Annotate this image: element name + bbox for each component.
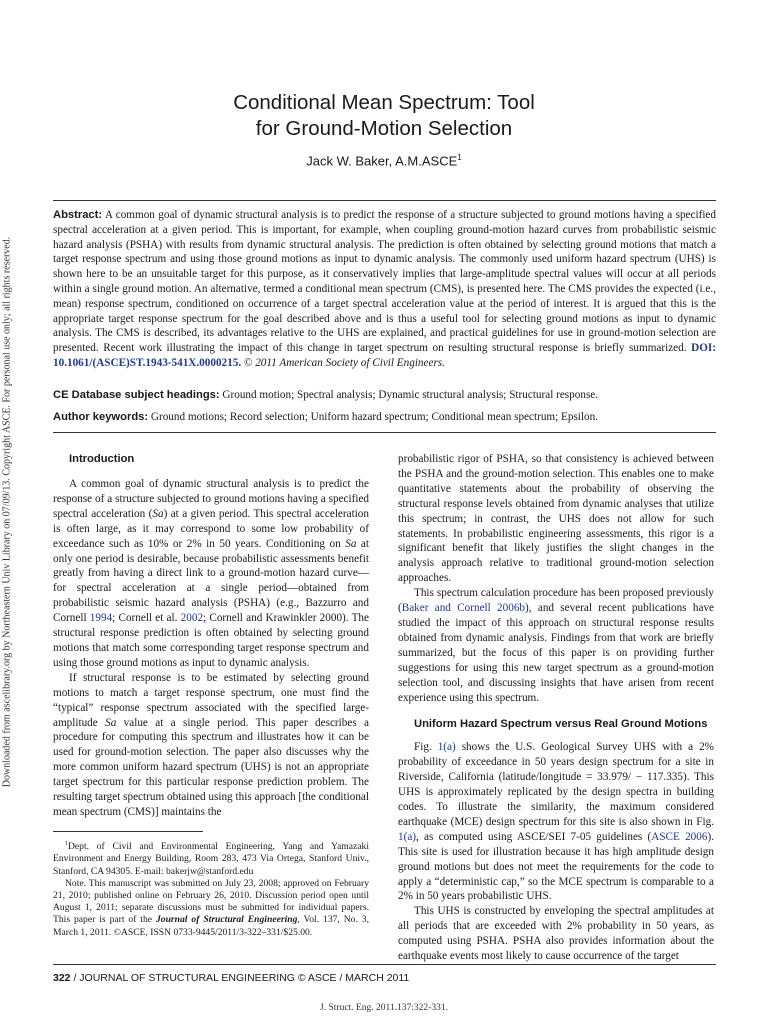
title-line-2: for Ground-Motion Selection [255,117,513,140]
footnote-affiliation: $^1$Dept. of Civil and Environmental Engineering, Yang and Yamazaki Environment and Energy Building, Room 283, 473 Via Ortega, Stanford Univ., Stanford, CA 94305. E-mail: bakerjw@stanford.edu [53,841,369,877]
ce-subject-headings-label: CE Database subject headings: [53,389,220,401]
citation-line: J. Struct. Eng. 2011.137:322-331. [320,1003,448,1013]
author-keywords [53,410,716,425]
copyright-notice: © 2011 American Society of Civil Engineers. [243,356,445,369]
section-heading-uhs: Uniform Hazard Spectrum versus Real Ground Motions [414,718,708,731]
journal-footer-text: / JOURNAL OF STRUCTURAL ENGINEERING © ASCE / MARCH 2011 [70,972,410,984]
footnote-note: Note. This manuscript was submitted on July 23, 2008; approved on February 21, 2010; published online on February 26, 2010. Discussion period open until August 1, 2011; separate discussions must be submitted for individual papers. This paper is part of the Journal of Structural Engineering, Vol. 137, No. 3, March 1, 2011. ©ASCE, ISSN 0733-9445/2011/3-322–331/$25.00. [53,877,369,938]
right-column [398,452,714,964]
fig-link-1a-second[interactable]: 1(a) [398,830,417,843]
fig-link-1a[interactable]: 1(a) [437,741,456,754]
footnote-rule [53,831,203,832]
author-line [0,153,768,168]
section-heading-introduction: Introduction [69,453,135,465]
ref-link-1994[interactable]: 1994 [89,612,113,625]
footnotes [53,838,369,939]
doi-link[interactable]: DOI: 10.1061/(ASCE)ST.1943-541X.0000215. [53,342,716,369]
ce-subject-headings [53,388,716,403]
title-line-1: Conditional Mean Spectrum: Tool [233,91,535,114]
download-notice-text: Downloaded from ascelibrary.org by Northeastern Univ Library on 07/09/13. Copyright ASCE. For personal use only; all rights reserved. [1,236,13,788]
ref-link-baker-cornell-2006b[interactable]: Baker and Cornell 2006b [401,602,526,615]
right-paragraph-4: This UHS is constructed by enveloping the spectral amplitudes at all periods that are exceeded with 2% probability in 50 years, as computed using PSHA. PSHA also provides information about the earthquake events most likely to cause occurrence of the target [398,905,714,963]
abstract-label: Abstract: [53,209,103,221]
right-paragraph-1: probabilistic rigor of PSHA, so that consistency is achieved between the PSHA and the ground-motion selection. This enables one to make quantitative statements about the probability of observing the structural response levels obtained from dynamic analyses that utilize this spectrum; in contrast, the UHS does not allow for such statements. In probabilistic engineering assessments, this rigor is a significant benefit that likely justifies the slight changes in the analysis approach relative to traditional ground-motion selection approaches. [398,453,714,585]
keywords-rule [53,432,716,433]
footer-rule [53,964,716,965]
author-keywords-text: Ground motions; Record selection; Uniform hazard spectrum; Conditional mean spectrum; Epsilon. [150,411,599,423]
left-column [53,452,369,820]
page-number: 322 [53,972,71,984]
intro-paragraph-2: If structural response is to be estimated by selecting ground motions to match a target response spectrum, one must find the “typical” response spectrum associated with the specified large-amplitude Sa value at a single period. This paper describes a procedure for computing this spectrum and illustrates how it can be used for ground-motion selection. The paper also discusses why the more common uniform hazard spectrum (UHS) is not an appropriate target spectrum for this particular response prediction problem. The resulting target spectrum obtained using this approach [the conditional mean spectrum (CMS)] maintains the [53,671,369,818]
page-footer [53,972,409,984]
intro-paragraph-1: A common goal of dynamic structural analysis is to predict the response of a structure subjected to ground motions having a specified spectral acceleration (Sa) at a given period. This spectral acceleration is often large, as it may correspond to some low probability of exceedance such as 10% or 2% in 50 years. Conditioning on Sa at only one period is desirable, because probabilistic assessments benefit greatly from having a direct link to a ground-motion hazard curve—for spectral acceleration at a single period—obtained from probabilistic seismic hazard analysis (PSHA) (e.g., Bazzurro and Cornell 1994; Cornell et al. 2002; Cornell and Krawinkler 2000). The structural response prediction is often obtained by selecting ground motions that match some corresponding target response spectrum and using those ground motions as input to dynamic analysis. [53,478,370,669]
right-paragraph-3: Fig. 1(a) shows the U.S. Geological Survey UHS with a 2% probability of exceedance in 50 years design spectrum for a site in Riverside, California (latitude/longitude = 33.979/ − 117.335). This UHS is approximately replicated by the design spectra in building codes. To illustrate the similarity, the maximum considered earthquake (MCE) design spectrum for this site is also shown in Fig. 1(a), as computed using ASCE/SEI 7-05 guidelines (ASCE 2006). This site is used for illustration because it has high amplitude design ground motions but does not meet the requirements for the code to apply a “deterministic cap,” so the MCE spectrum is comparable to a 2% in 50 years probabilistic UHS. [398,741,714,903]
ce-subject-headings-text: Ground motion; Spectral analysis; Dynamic structural analysis; Structural response. [222,389,599,401]
ref-link-2002[interactable]: 2002 [180,612,204,625]
author-name: Jack W. Baker, A.M.ASCE [306,153,458,169]
paper-title [0,90,768,142]
top-rule [53,200,716,201]
abstract-text: A common goal of dynamic structural analysis is to predict the response of a structure subjected to ground motions having a specified spectral acceleration at a given period. This is important, for example, when coupling ground-motion hazard curves from probabilistic seismic hazard analysis (PSHA) with results from dynamic structural analysis. The prediction is often obtained by selecting ground motions that match a target response spectrum and using those ground motions as input to dynamic analysis. The commonly used uniform hazard spectrum (UHS) is shown here to be an unsuitable target for this purpose, as it conservatively implies that large-amplitude spectral values will occur at all periods within a single ground motion. An alternative, termed a conditional mean spectrum (CMS), is presented here. The CMS provides the expected (i.e., mean) response spectrum, conditioned on occurrence of a target spectral acceleration value at the period of interest. It is argued that this is the appropriate target response spectrum for the goal described above and is thus a useful tool for selecting ground motions as input to dynamic analysis. The CMS is described, its advantages relative to the UHS are explained, and practical guidelines for use in ground-motion selection are presented. Recent work illustrating the impact of this change in target spectrum on resulting structural response is briefly summarized. [53,209,716,355]
right-paragraph-2: This spectrum calculation procedure has been proposed previously (Baker and Cornell 2006b), and several recent publications have studied the impact of this approach on structural response results obtained from dynamic analysis. Findings from that work are briefly summarized, but the focus of this paper is on providing further suggestions for using this new target spectrum as a ground-motion selection tool, and discussing insights that have arisen from recent experience using this spectrum. [398,587,714,704]
download-notice [0,212,17,812]
abstract [53,208,716,371]
author-keywords-label: Author keywords: [53,411,149,423]
author-affiliation-marker: 1 [457,153,462,162]
ref-link-asce-2006[interactable]: ASCE 2006 [651,830,708,843]
